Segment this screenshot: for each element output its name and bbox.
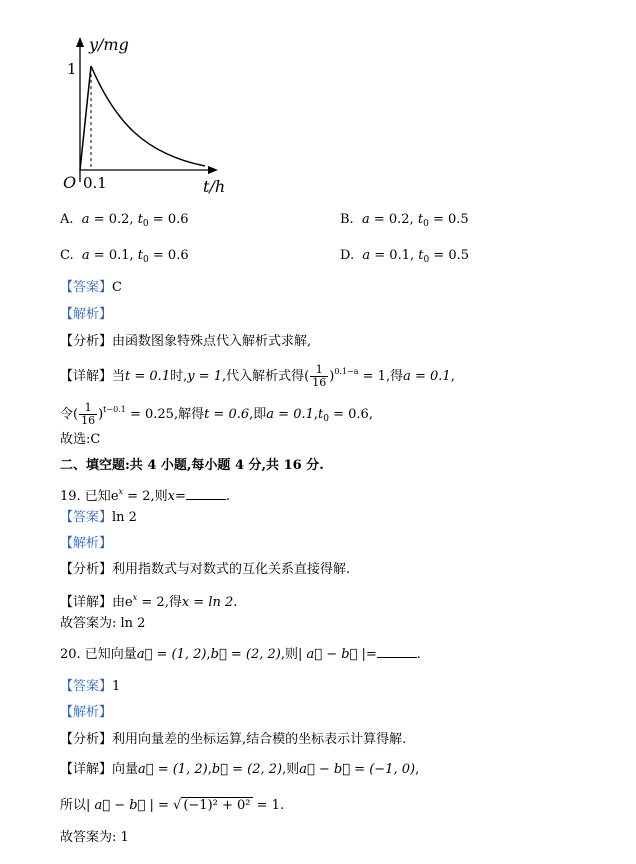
x-axis-label: t/h (203, 177, 226, 196)
answer-blank (186, 487, 226, 500)
answer-blank (377, 645, 417, 658)
sqrt-radicand: (−1)² + 0² (183, 798, 251, 813)
q20-analysis-tag: 【解析】 (60, 705, 113, 720)
q18-choose: 故选:C (60, 432, 101, 447)
option-d: D. a = 0.1, $t_0 = 0.5$ (340, 248, 470, 265)
q20-answer: 【答案】1 (60, 679, 121, 694)
q18-xiangjie: 【详解】当t = 0.1时,y = 1,代入解析式得( $\frac{1}{16}$ )$^{0.1-a}$ = 1,得a = 0.1, (60, 363, 455, 389)
q19-answer: 【答案】ln 2 (60, 510, 137, 525)
y-axis-label: y/mg (89, 35, 129, 54)
option-a: A. a = 0.2, $t_0 = 0.6$ (60, 212, 189, 229)
answer-tag: 【答案】 (60, 280, 113, 295)
q19-analysis-tag: 【解析】 (60, 536, 113, 551)
y-tick-label: 1 (67, 60, 77, 78)
y-axis-arrow (76, 37, 84, 47)
fraction-1-16: $\frac{1}{16}$ (81, 401, 96, 427)
q19-final: 故答案为: ln 2 (60, 616, 146, 631)
rise-segment (80, 66, 91, 170)
q18-xiangjie-line2: 令( $\frac{1}{16}$ )$^{t-0.1}$ = 0.25,解得t = 0.6,即$a = 0.1,t_0 = 0.6$, (60, 401, 373, 427)
q18-fenxi: 【分析】由函数图象特殊点代入解析式求解, (60, 334, 312, 349)
origin-label: O (63, 173, 77, 192)
q18-analysis-tag: 【解析】 (60, 307, 113, 322)
option-b: B. a = 0.2, $t_0 = 0.5$ (340, 212, 469, 229)
q20-fenxi: 【分析】利用向量差的坐标运算,结合模的坐标表示计算得解. (60, 732, 407, 747)
q20-final: 故答案为: 1 (60, 830, 129, 845)
q19-fenxi: 【分析】利用指数式与对数式的互化关系直接得解. (60, 562, 351, 577)
q20-stem: 20. 已知向量a⃗ = (1, 2),b⃗ = (2, 2),则| a⃗ − b⃗ |= . (60, 647, 421, 662)
decay-curve (91, 66, 205, 166)
q19-stem: 19. 已知$e^x = 2$,则x= . (60, 487, 230, 504)
q18-answer: 【答案】C (60, 280, 122, 295)
q20-xiangjie: 【详解】向量a⃗ = (1, 2),b⃗ = (2, 2),则a⃗ − b⃗ = (−1, 0), (60, 762, 420, 777)
decay-graph (55, 32, 235, 197)
x-tick-label: 0.1 (83, 174, 107, 192)
q20-so: 所以| a⃗ − b⃗ | = √ (−1)² + 0² = 1. (60, 798, 285, 813)
x-axis-arrow (208, 166, 218, 174)
fraction-1-16: $\frac{1}{16}$ (312, 363, 327, 389)
q19-xiangjie: 【详解】由$e^x = 2$,得x = ln 2. (60, 593, 238, 610)
option-c: C. a = 0.1, $t_0 = 0.6$ (60, 248, 189, 265)
section-heading: 二、填空题:共 4 小题,每小题 4 分,共 16 分. (60, 458, 324, 473)
